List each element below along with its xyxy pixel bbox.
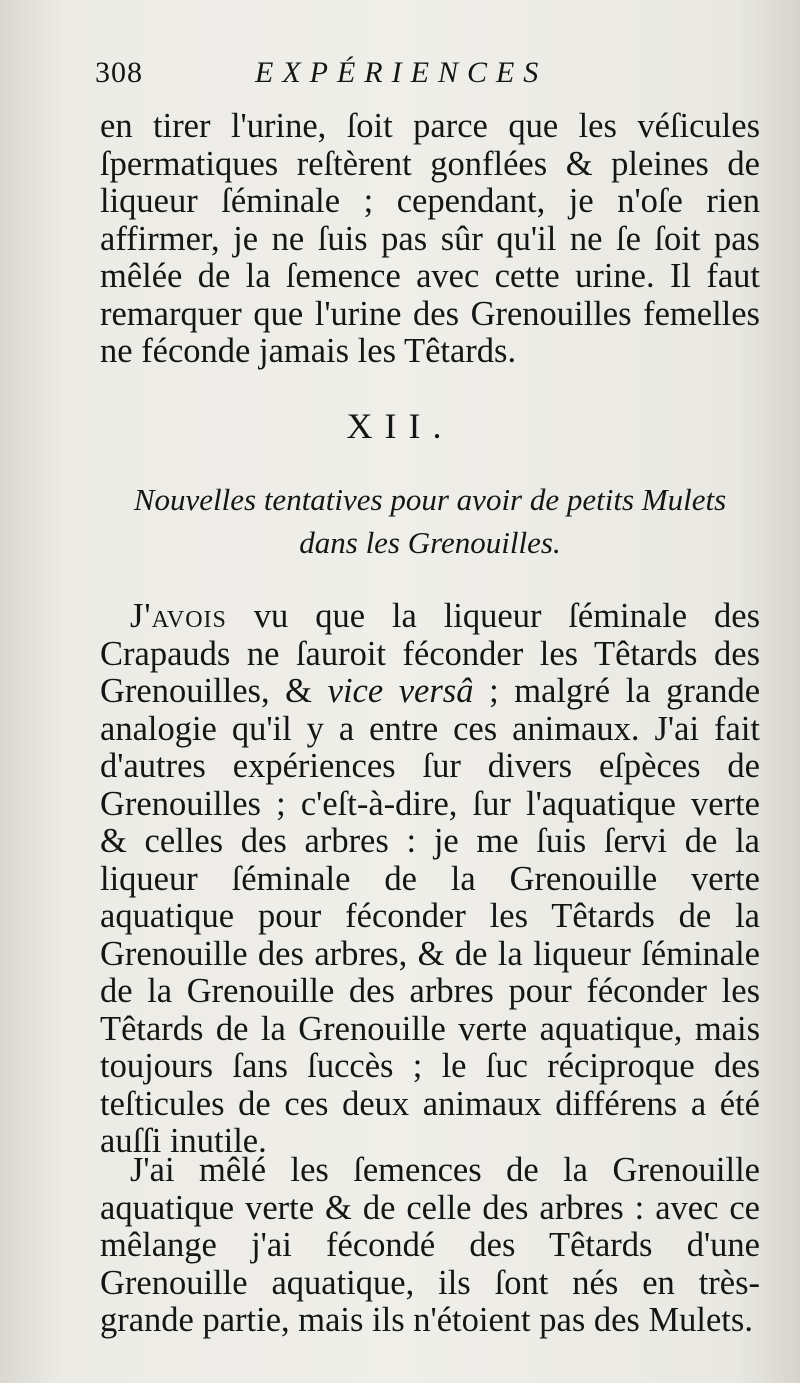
page-number: 308: [95, 56, 143, 89]
paragraph-2-first-word: J'avois: [130, 597, 227, 635]
paragraph-2-italic: vice versâ: [327, 672, 474, 710]
section-title-line-1: Nouvelles tentatives pour avoir de petits Mulets: [133, 482, 727, 517]
paragraph-2-text: [100, 598, 760, 1161]
paragraph-3-text: J'ai mêlé les ſemences de la Grenouille aquatique verte & de celle des arbres : avec ce mêlange j'ai fécondé des Têtards d'une Grenouille aquatique, ils ſont nés en très-grande partie, mais ils n'étoient pas des Mulets.: [100, 1151, 760, 1339]
paragraph-3: [100, 1152, 760, 1340]
paragraph-2-part-1: vu que la liqueur ſéminale des Crapauds ne ſauroit féconder les Têtards des Grenouilles, &: [100, 597, 760, 710]
section-title: [100, 478, 760, 564]
running-title: EXPÉRIENCES: [255, 56, 548, 89]
section-number: XII.: [346, 406, 454, 446]
running-head: [95, 52, 765, 98]
paragraph-1: [100, 108, 760, 371]
paragraph-2: [100, 598, 760, 1161]
paragraph-1-text: en tirer l'urine, ſoit parce que les véſicules ſpermatiques reſtèrent gonflées & pleines de liqueur ſéminale ; cependant, je n'oſe rien affirmer, je ne ſuis pas sûr qu'il ne ſe ſoit pas mêlée de la ſemence avec cette urine. Il faut remarquer que l'urine des Grenouilles femelles ne féconde jamais les Têtards.: [100, 107, 760, 370]
paragraph-2-part-2: ; malgré la grande analogie qu'il y a entre ces animaux. J'ai fait d'autres expériences ſur divers eſpèces de Grenouilles ; c'eſt-à-dire, ſur l'aquatique verte & celles des arbres : je me ſuis ſervi de la liqueur ſéminale de la Grenouille verte aquatique pour féconder les Têtards de la Grenouille des arbres, & de la liqueur ſéminale de la Grenouille des arbres pour féconder les Têtards de la Grenouille verte aquatique, mais toujours ſans ſuccès ; le ſuc réciproque des teſticules de ces deux animaux différens a été auſſi inutile.: [100, 672, 761, 1160]
section-title-line-2: dans les Grenouilles.: [299, 525, 561, 560]
